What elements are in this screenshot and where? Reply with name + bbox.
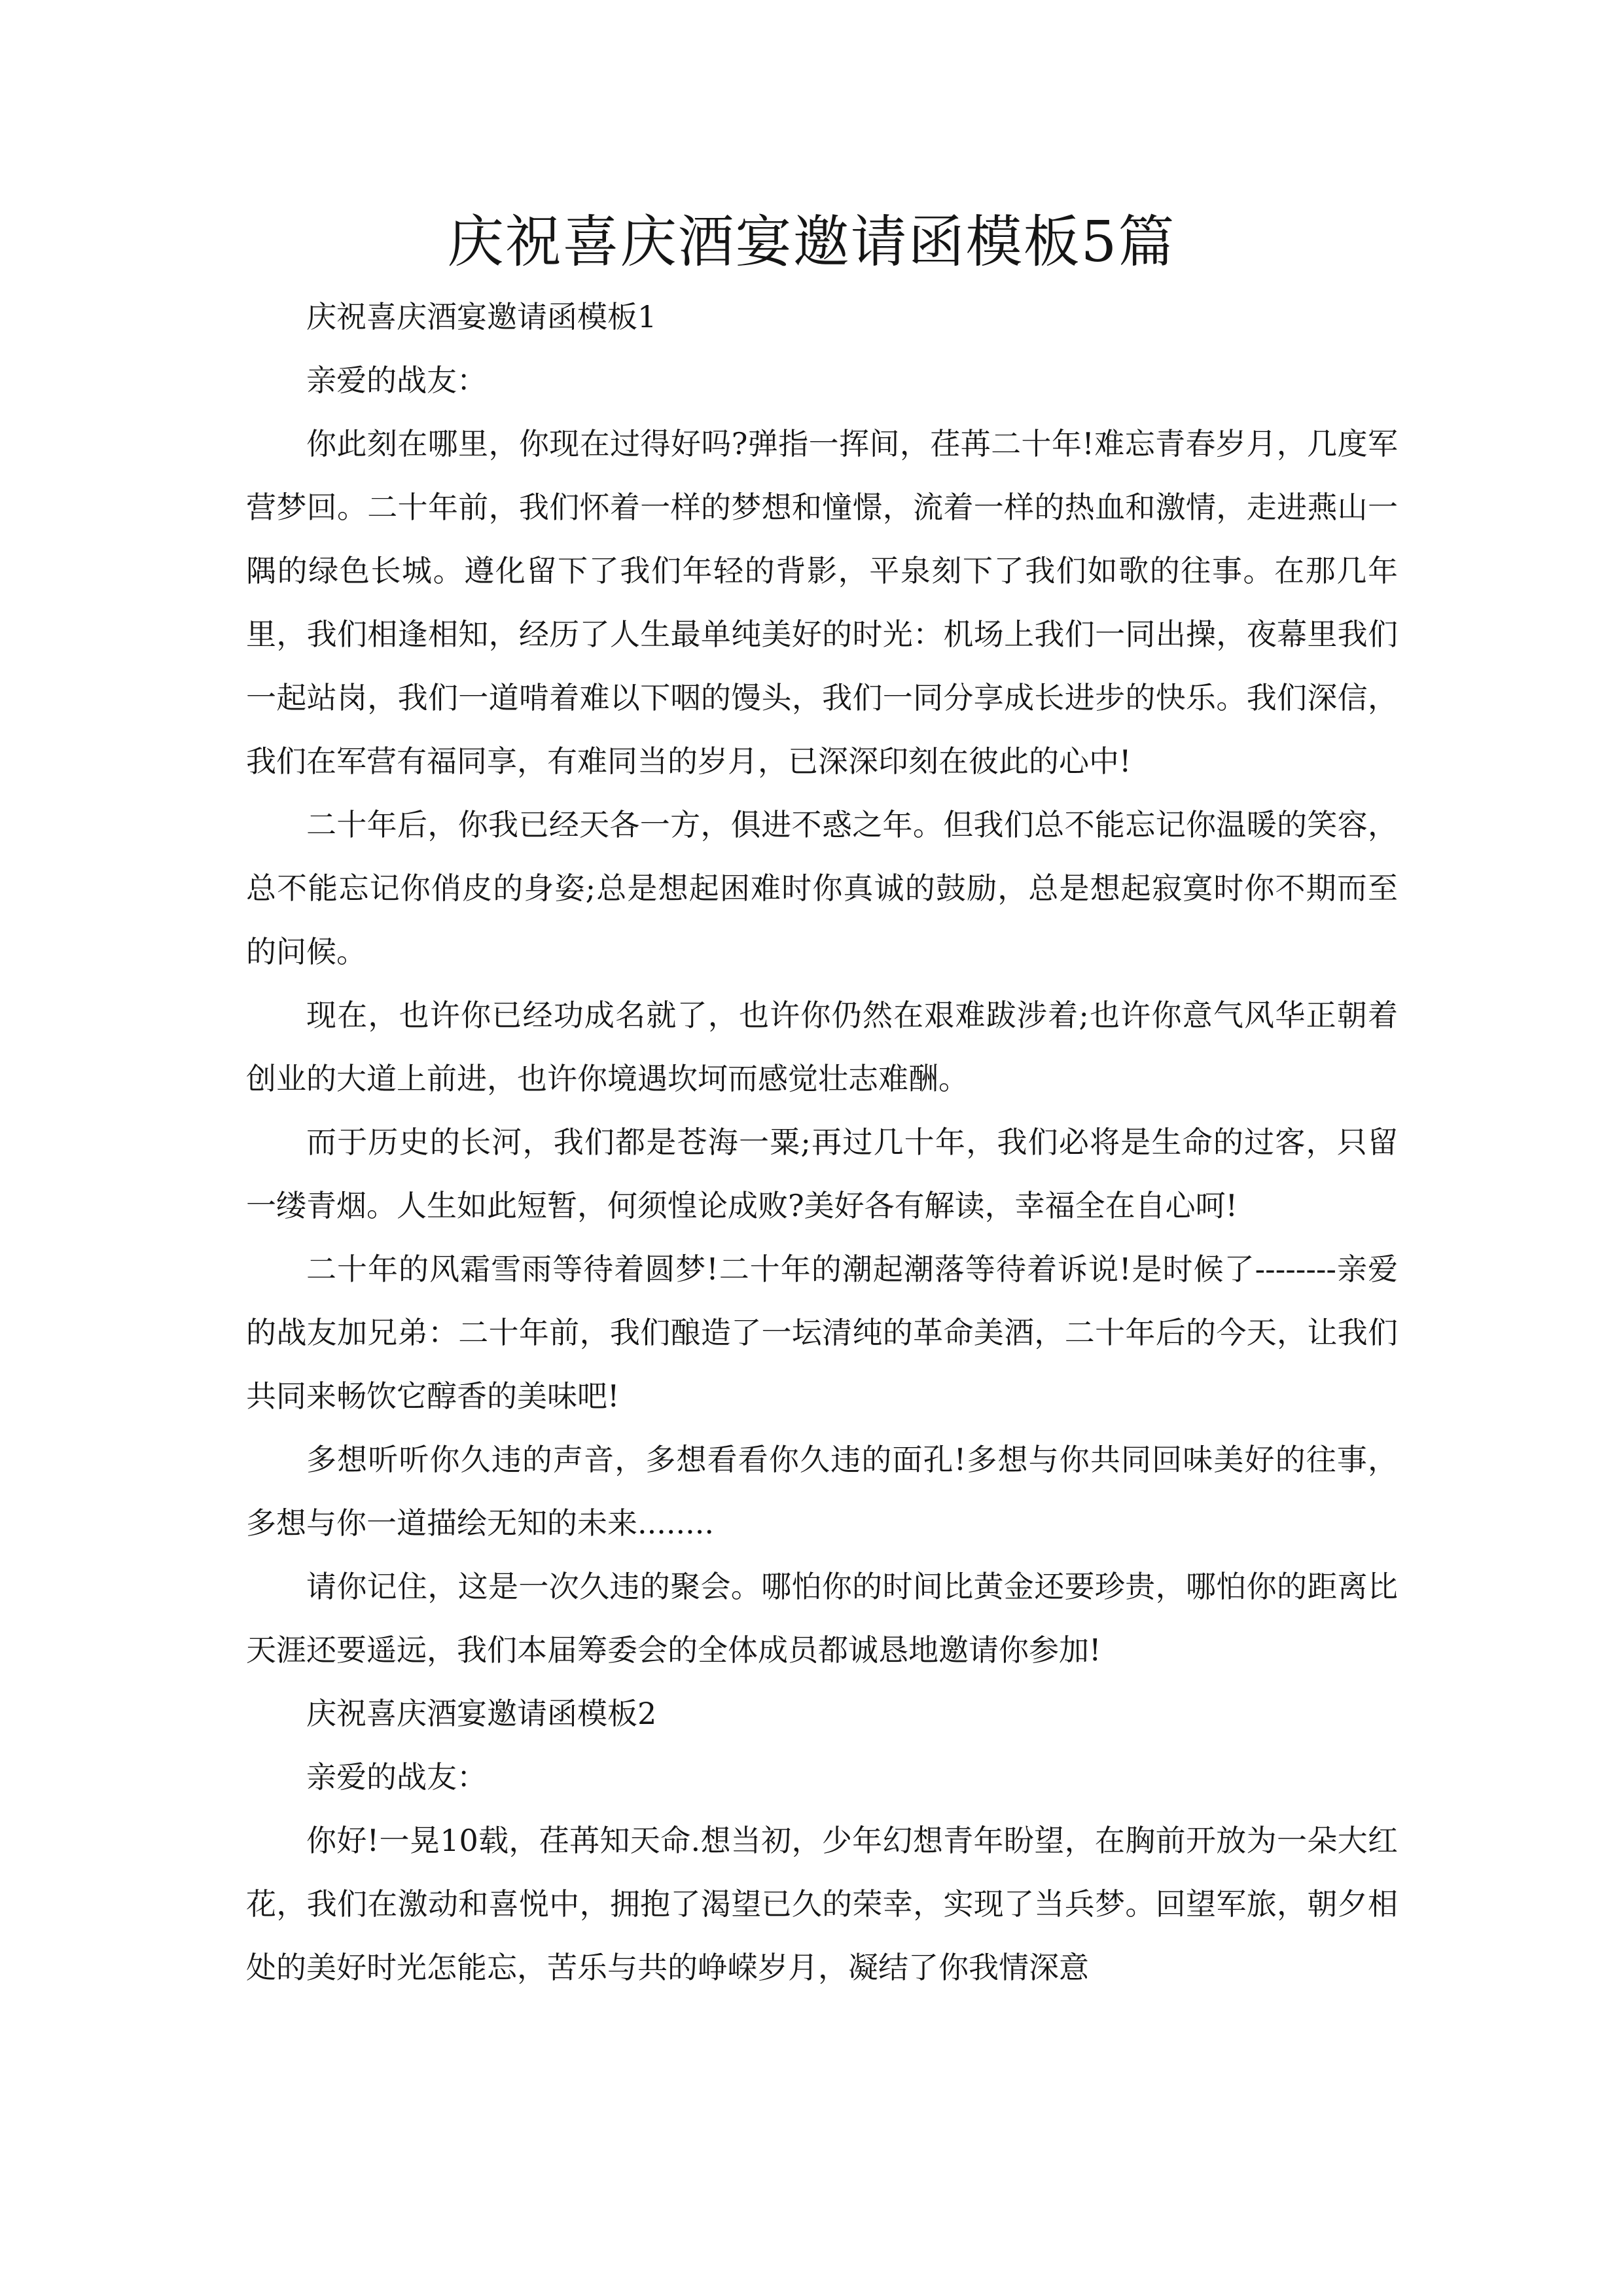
body-paragraph: 二十年后，你我已经天各一方，俱进不惑之年。但我们总不能忘记你温暖的笑容，总不能忘记你俏皮的身姿;总是想起困难时你真诚的鼓励，总是想起寂寞时你不期而至的问候。	[246, 807, 1398, 969]
body-paragraph: 二十年的风霜雪雨等待着圆梦!二十年的潮起潮落等待着诉说!是时候了--------亲爱的战友加兄弟：二十年前，我们酿造了一坛清纯的革命美酒，二十年后的今天，让我们共同来畅饮它醇香的美味吧!	[246, 1251, 1398, 1414]
body-paragraph: 多想听听你久违的声音，多想看看你久违的面孔!多想与你共同回味美好的往事，多想与你一道描绘无知的未来........	[246, 1442, 1398, 1541]
section-heading-2: 庆祝喜庆酒宴邀请函模板2	[306, 1696, 657, 1731]
document-title: 庆祝喜庆酒宴邀请函模板5篇	[447, 209, 1176, 275]
salutation-1: 亲爱的战友：	[306, 363, 487, 398]
body-paragraph: 现在，也许你已经功成名就了，也许你仍然在艰难跋涉着;也许你意气风华正朝着创业的大道上前进，也许你境遇坎坷而感觉壮志难酬。	[246, 997, 1398, 1096]
salutation-2: 亲爱的战友：	[306, 1759, 487, 1795]
body-paragraph: 而于历史的长河，我们都是苍海一粟;再过几十年，我们必将是生命的过客，只留一缕青烟。人生如此短暂，何须惶论成败?美好各有解读，幸福全在自心呵!	[246, 1124, 1398, 1223]
section-heading-1: 庆祝喜庆酒宴邀请函模板1	[306, 299, 657, 334]
document-body	[246, 285, 1398, 2000]
body-paragraph: 你好!一晃10载，荏苒知天命.想当初，少年幻想青年盼望，在胸前开放为一朵大红花，我们在激动和喜悦中，拥抱了渴望已久的荣幸，实现了当兵梦。回望军旅，朝夕相处的美好时光怎能忘，苦乐与共的峥嵘岁月，凝结了你我情深意	[246, 1823, 1398, 1985]
body-paragraph: 请你记住，这是一次久违的聚会。哪怕你的时间比黄金还要珍贵，哪怕你的距离比天涯还要遥远，我们本届筹委会的全体成员都诚恳地邀请你参加!	[246, 1569, 1398, 1668]
body-paragraph: 你此刻在哪里，你现在过得好吗?弹指一挥间，荏苒二十年!难忘青春岁月，几度军营梦回。二十年前，我们怀着一样的梦想和憧憬，流着一样的热血和激情，走进燕山一隅的绿色长城。遵化留下了我们年轻的背影，平泉刻下了我们如歌的往事。在那几年里，我们相逢相知，经历了人生最单纯美好的时光：机场上我们一同出操，夜幕里我们一起站岗，我们一道啃着难以下咽的馒头，我们一同分享成长进步的快乐。我们深信，我们在军营有福同享，有难同当的岁月，已深深印刻在彼此的心中!	[246, 426, 1398, 779]
